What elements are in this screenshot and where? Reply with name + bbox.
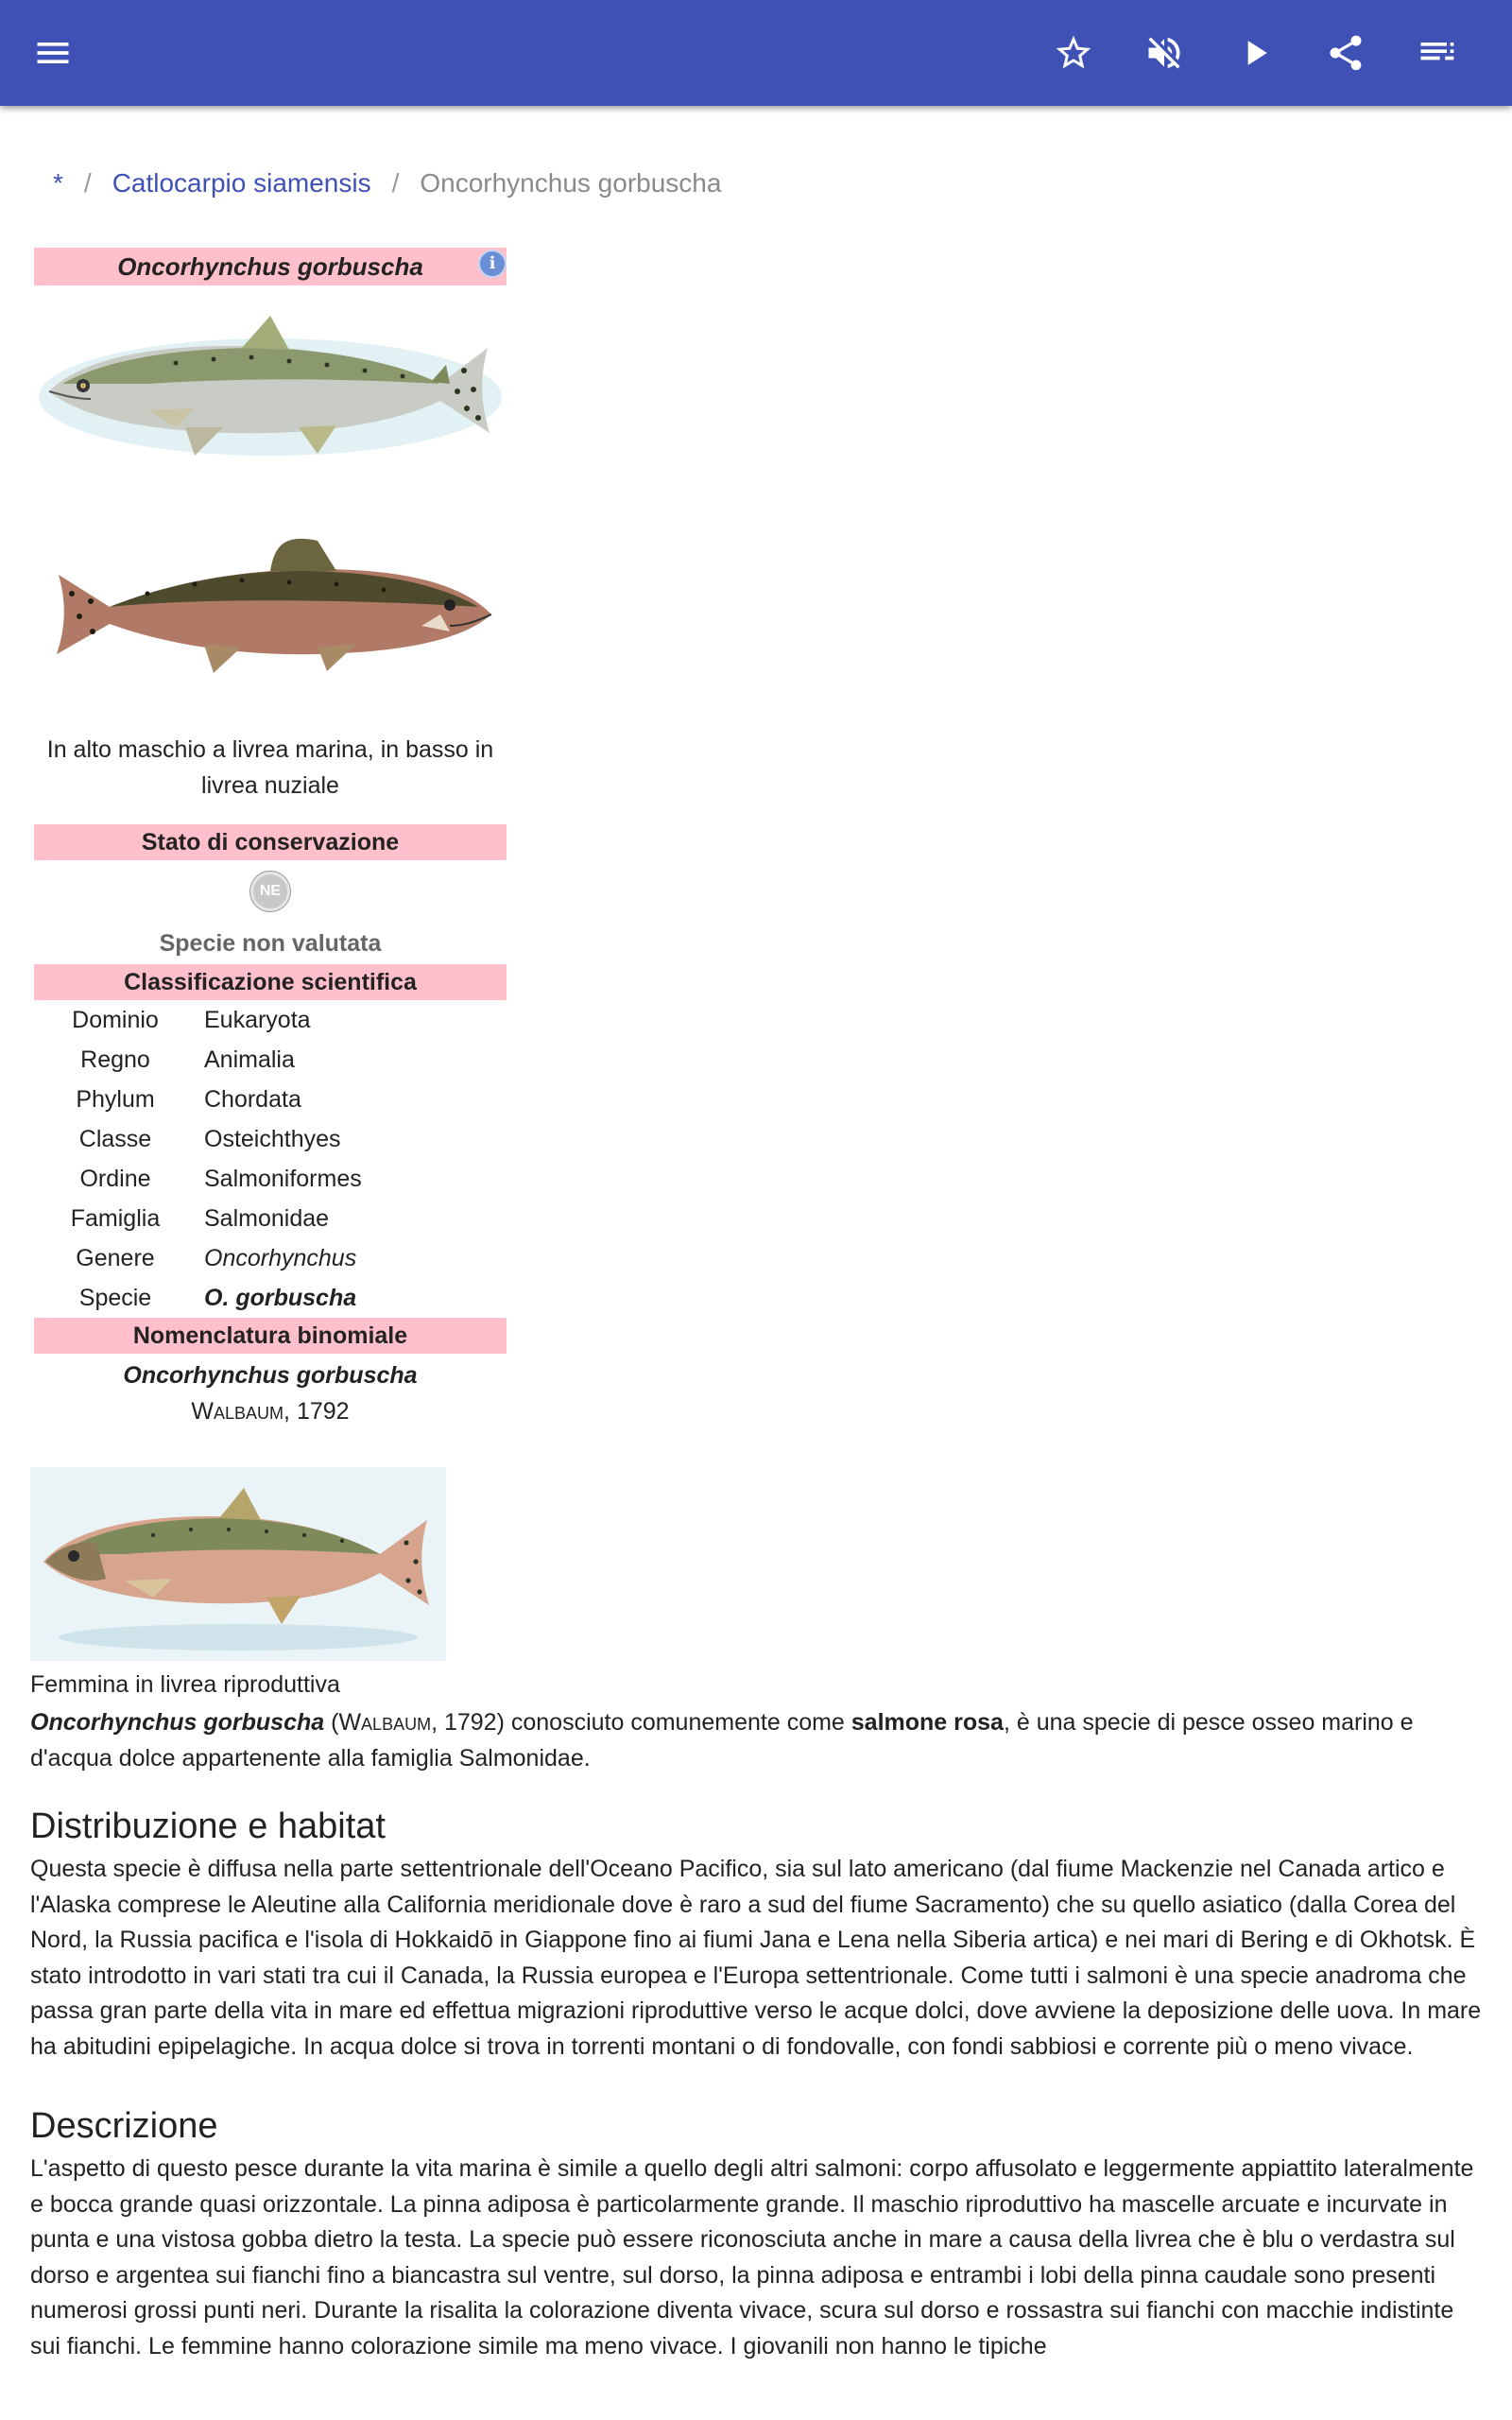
- info-icon[interactable]: i: [478, 250, 507, 278]
- taxonomy-rank: Phylum: [76, 1086, 155, 1113]
- taxonomy-row: [34, 1040, 507, 1080]
- mute-button[interactable]: [1136, 25, 1193, 81]
- taxonomy-value[interactable]: Animalia: [204, 1046, 295, 1073]
- intro-species-name: Oncorhynchus gorbuscha: [30, 1709, 325, 1736]
- share-icon: [1325, 32, 1366, 74]
- binomial-header: Nomenclatura binomiale: [34, 1318, 507, 1354]
- article-body: [30, 1705, 1486, 2364]
- infobox-title: [34, 248, 507, 285]
- taxonomy-row: [34, 1238, 507, 1278]
- conservation-header: Stato di conservazione: [34, 824, 507, 860]
- taxonomy-row: [34, 1159, 507, 1199]
- taxonomy-rank: Classe: [78, 1126, 152, 1152]
- taxonomy-rank: Specie: [78, 1285, 152, 1311]
- binomial-authority: [34, 1393, 507, 1429]
- male-marine-image[interactable]: [34, 285, 507, 503]
- intro-author-link[interactable]: Walbaum: [338, 1709, 432, 1736]
- taxonomy-value[interactable]: Chordata: [204, 1086, 301, 1113]
- intro-paragraph: [30, 1705, 1486, 1776]
- bookmark-button[interactable]: [1045, 25, 1102, 81]
- binomial-author[interactable]: Walbaum: [191, 1398, 284, 1425]
- taxonomy-row: [34, 1278, 507, 1318]
- taxonomy-value[interactable]: Osteichthyes: [204, 1126, 341, 1152]
- intro-text: , è una specie di pesce osseo marino e d'acqua dolce appartenente alla famiglia Salmonidae.: [30, 1709, 1414, 1772]
- breadcrumb-separator: /: [83, 168, 92, 198]
- taxonomy-value[interactable]: Salmonidae: [204, 1205, 330, 1232]
- contents-button[interactable]: [1408, 25, 1465, 81]
- taxonomy-value[interactable]: Oncorhynchus: [204, 1245, 357, 1271]
- volume-off-icon: [1143, 32, 1185, 74]
- intro-common-name: salmone rosa: [850, 1709, 1004, 1736]
- infobox: [34, 248, 507, 1429]
- taxonomy-row: [34, 1119, 507, 1159]
- taxonomy-rank: Ordine: [79, 1166, 151, 1192]
- conservation-status[interactable]: Specie non valutata: [159, 930, 382, 957]
- binomial-year: , 1792: [284, 1398, 350, 1425]
- fish-illustration: [30, 1467, 446, 1661]
- taxonomy-rank: Dominio: [72, 1007, 159, 1033]
- breadcrumb: [53, 168, 721, 199]
- female-image-caption: Femmina in livrea riproduttiva: [30, 1671, 340, 1698]
- taxonomy-rank: Famiglia: [70, 1205, 161, 1232]
- playlist-icon: [1416, 32, 1457, 74]
- infobox-title-text: Oncorhynchus gorbuscha: [117, 252, 423, 281]
- section-heading-description: Descrizione: [30, 2106, 218, 2146]
- fish-illustration: [34, 503, 507, 720]
- play-button[interactable]: [1227, 25, 1283, 81]
- breadcrumb-home-link[interactable]: *: [53, 168, 63, 198]
- share-button[interactable]: [1317, 25, 1374, 81]
- fish-illustration: [34, 285, 507, 503]
- play-icon: [1234, 32, 1276, 74]
- section-heading-distribution: Distribuzione e habitat: [30, 1806, 386, 1846]
- infobox-image-caption: In alto maschio a livrea marina, in basso in livrea nuziale: [46, 736, 494, 799]
- binomial-name-block: [34, 1354, 507, 1429]
- intro-text: (: [324, 1709, 339, 1736]
- classification-header: Classificazione scientifica: [34, 964, 507, 1000]
- taxonomy-row: [34, 1080, 507, 1119]
- menu-button[interactable]: [25, 25, 81, 81]
- menu-icon: [32, 32, 74, 74]
- breadcrumb-separator: /: [391, 168, 400, 198]
- female-image[interactable]: [30, 1467, 446, 1661]
- taxonomy-value[interactable]: Eukaryota: [204, 1007, 311, 1033]
- breadcrumb-current: Oncorhynchus gorbuscha: [420, 168, 722, 198]
- taxonomy-rank: Genere: [76, 1245, 155, 1271]
- taxonomy-row: [34, 1000, 507, 1040]
- taxonomy-value: O. gorbuscha: [204, 1285, 357, 1311]
- app-bar: [0, 0, 1512, 106]
- taxonomy-rank: Regno: [80, 1046, 150, 1073]
- male-nuptial-image[interactable]: [34, 503, 507, 720]
- section-text-description: L'aspetto di questo pesce durante la vita marina è simile a quello degli altri salmoni: corpo affusolato e leggermente appiattito lateralmente e bocca grande quasi orizzontale. La pinna adiposa è particolarmente grande. Il maschio riproduttivo ha mascelle arcuate e incurvate in punta e una vistosa gobba dietro la testa. La specie può essere riconosciuta anche in mare a causa della livrea che è blu o verdastra sul dorso e argentea sui fianchi fino a biancastra sul ventre, sul dorso, la pinna adiposa e entrambi i lobi della pinna caudale sono presenti numerosi grossi punti neri. Durante la risalita la colorazione diventa vivace, scura sul dorso e rossastra sui fianchi con macchie indistinte sui fianchi. Le femmine hanno colorazione simile ma meno vivace. I giovanili non hanno le tipiche: [30, 2155, 1474, 2360]
- binomial-name: Oncorhynchus gorbuscha: [123, 1362, 418, 1389]
- star-icon: [1053, 32, 1094, 74]
- conservation-badge[interactable]: NE: [250, 872, 290, 911]
- intro-text: , 1792) conosciuto comunemente come: [431, 1709, 851, 1736]
- section-text-distribution: Questa specie è diffusa nella parte settentrionale dell'Oceano Pacifico, sia sul lato americano (dal fiume Mackenzie nel Canada artico e l'Alaska comprese le Aleutine alla California meridionale dove è raro a sud del fiume Sacramento) che su quello asiatico (dalla Corea del Nord, la Russia pacifica e l'isola di Hokkaidō in Giappone fino ai fiumi Jana e Lena nella Siberia artica) e nei mari di Bering e di Okhotsk. È stato introdotto in vari stati tra cui il Canada, la Russia europea e l'Europa settentrionale. Come tutti i salmoni è una specie anadroma che passa gran parte della vita in mare ed effettua migrazioni riproduttive verso le acque dolci, dove avviene la deposizione delle uova. In mare ha abitudini epipelagiche. In acqua dolce si trova in torrenti montani o di fondovalle, con fondi sabbiosi e corrente più o meno vivace.: [30, 1856, 1482, 2060]
- taxonomy-value[interactable]: Salmoniformes: [204, 1166, 362, 1192]
- taxonomy-row: [34, 1199, 507, 1238]
- breadcrumb-parent-link[interactable]: Catlocarpio siamensis: [112, 168, 371, 198]
